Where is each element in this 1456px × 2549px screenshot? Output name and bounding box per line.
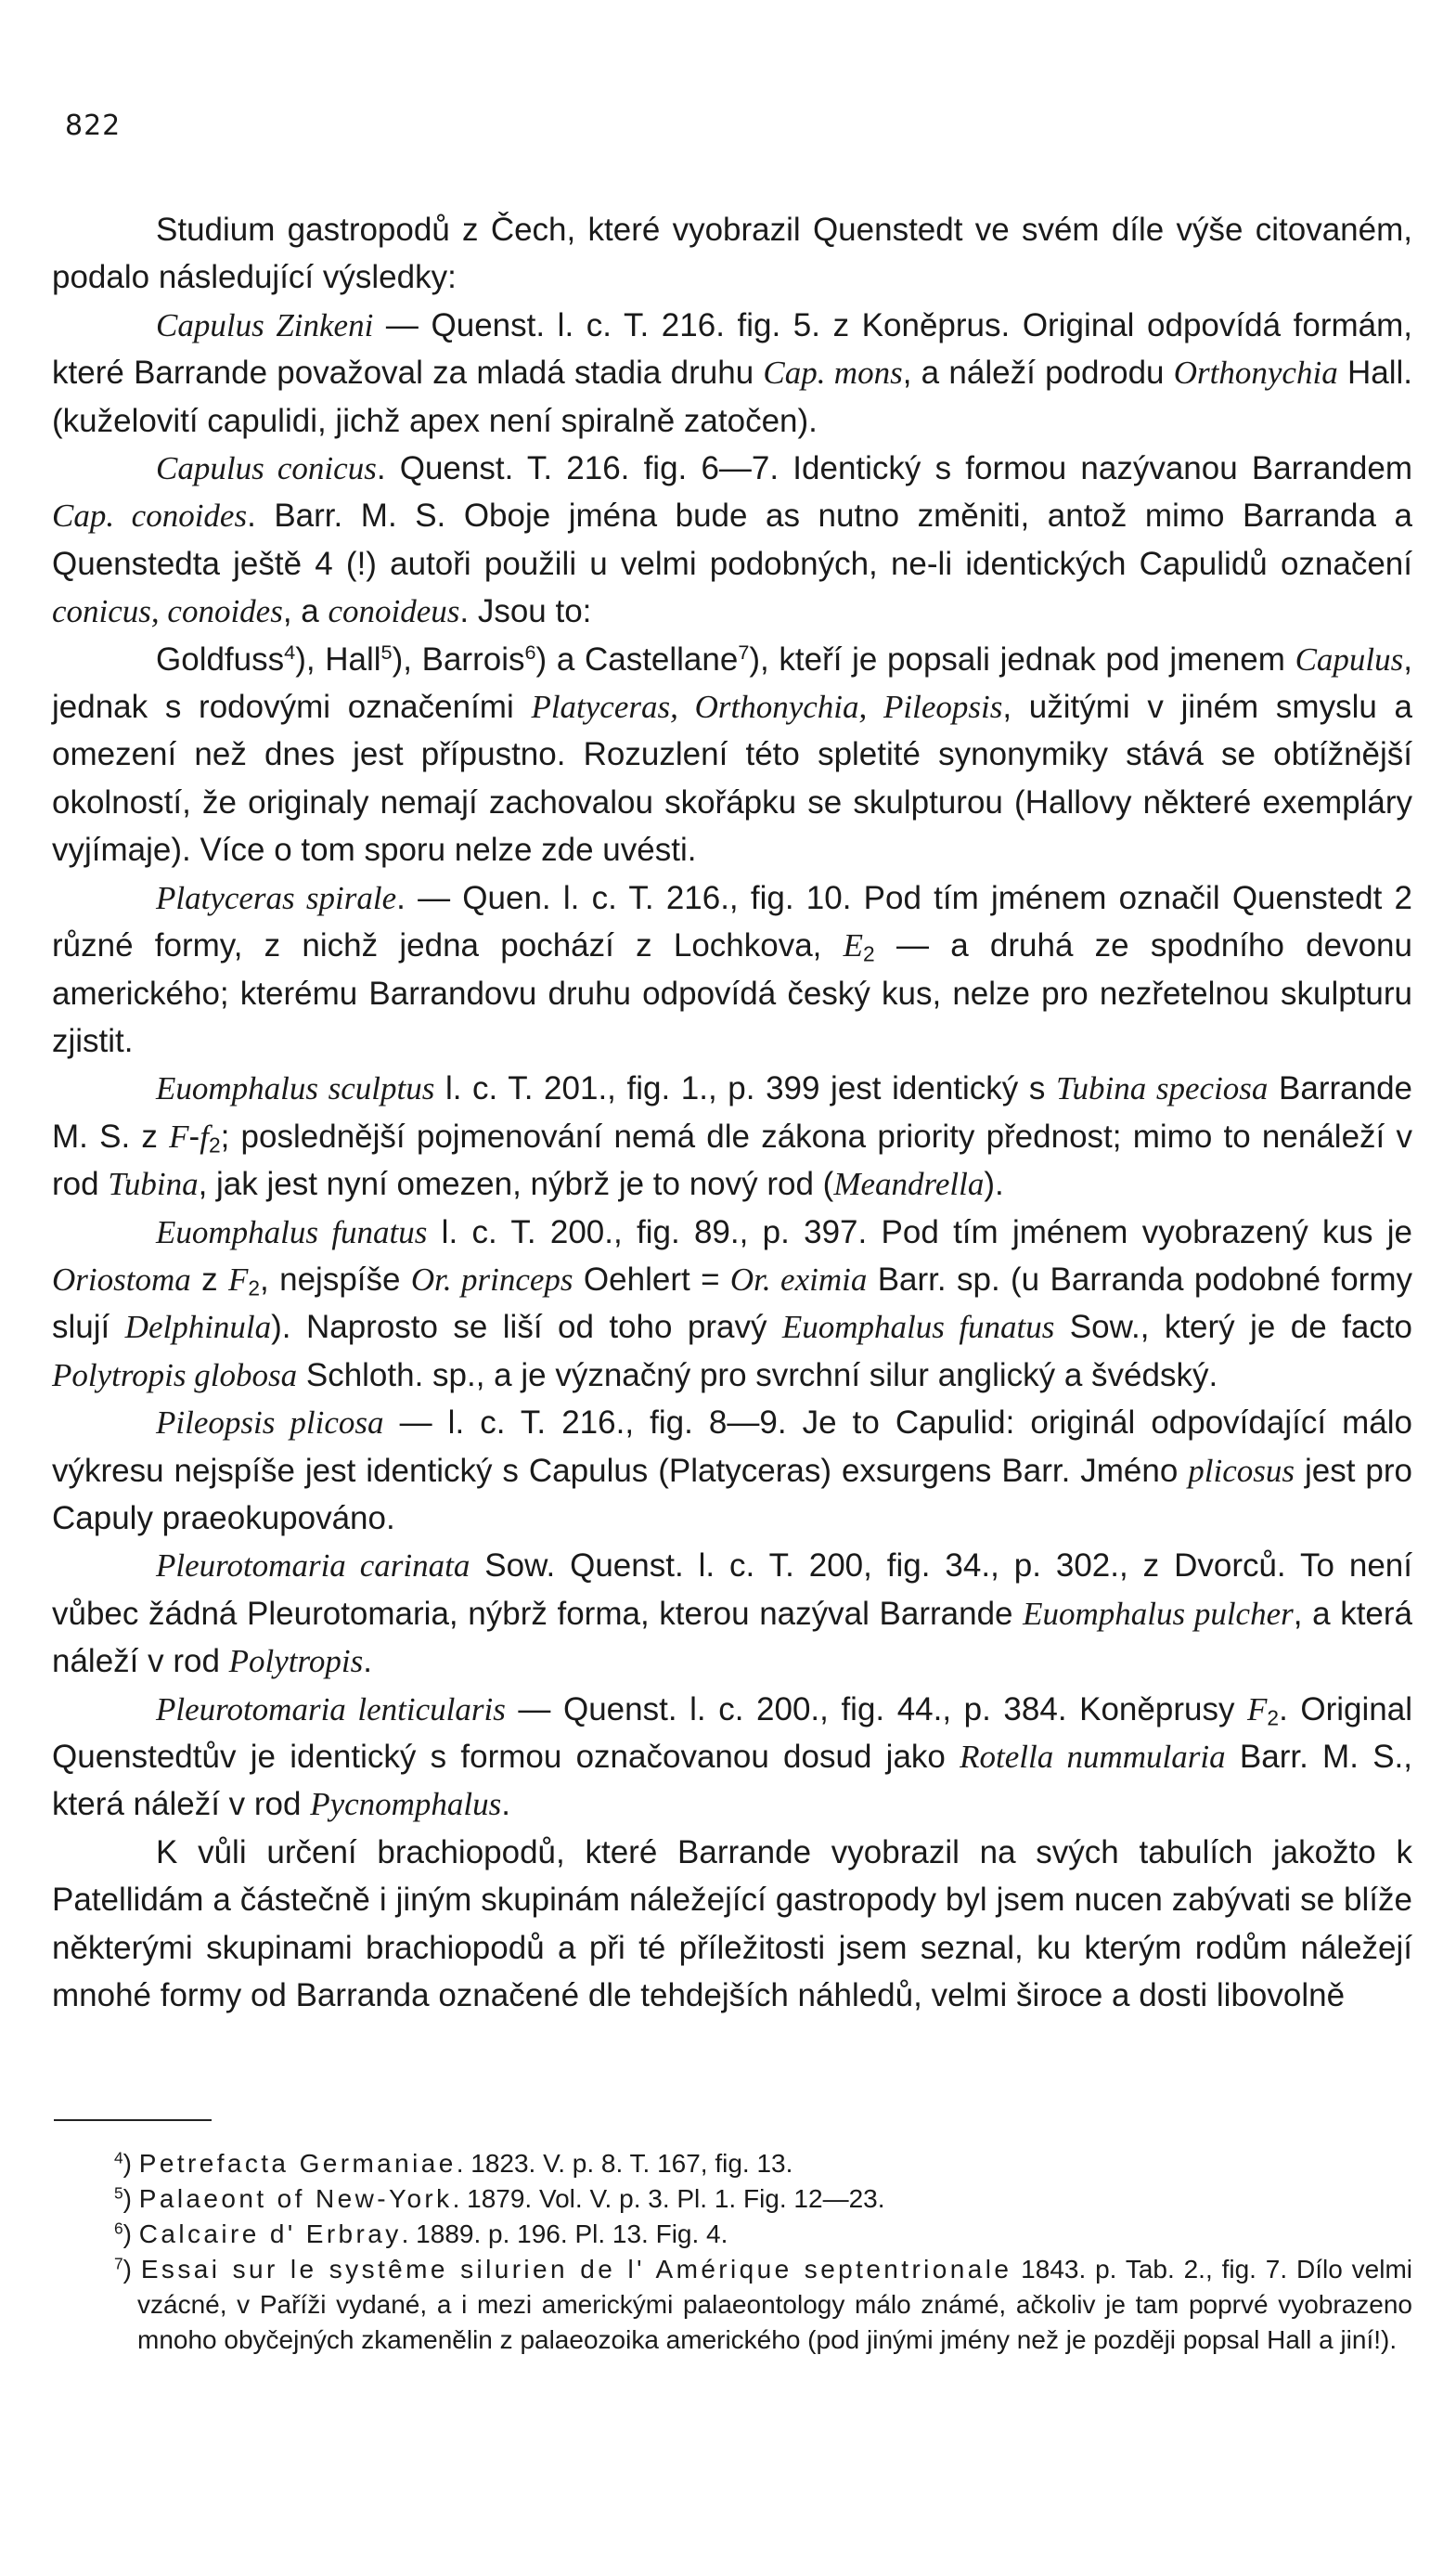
page-number: 822 (65, 110, 122, 142)
paragraph-euomphalus-sculptus: Euomphalus sculptus l. c. T. 201., fig. 1., p. 399 jest identický s Tubina speciosa Barrande M. S. z $F-f_2$; poslednější pojmenování nemá dle zákona priority přednost; mimo to nenáleží v rod Tubina, jak jest nyní omezen, nýbrž je to nový rod (Meandrella). (52, 1070, 1412, 1203)
paragraph-capulus-conicus: Capulus conicus. Quenst. T. 216. fig. 6—7. Identický s formou nazývanou Barrandem Cap. conoides. Barr. M. S. Oboje jména bude as nutno změniti, antož mimo Barranda a Quenstedta ještě 4 (!) autoři použili u velmi podobných, ne-li identických Capulidů označení conicus, conoides, a conoideus. Jsou to: (52, 450, 1413, 630)
paragraph-pleurotomaria-lenticularis: Pleurotomaria lenticularis — Quenst. l. c. 200., fig. 44., p. 384. Koněprusy $F_2$. Original Quenstedtův je identický s formou označovanou dosud jako Rotella nummularia Barr. M. S., která náleží v rod Pycnomphalus. (52, 1690, 1412, 1823)
paragraph-pleurotomaria-carinata: Pleurotomaria carinata Sow. Quenst. l. c. T. 200, fig. 34., p. 302., z Dvorců. To není vůbec žádná Pleurotomaria, nýbrž forma, kterou nazýval Barrande Euomphalus pulcher, a která náleží v rod Polytropis. (52, 1547, 1413, 1680)
footnote-6: $^6$) Calcaire d' Erbray. 1889. p. 196. Pl. 13. Fig. 4. (114, 2219, 728, 2248)
footnotes (52, 2146, 1412, 2358)
footnote-4: $^4$) Petrefacta Germaniae. 1823. V. p. 8. T. 167, fig. 13. (114, 2148, 793, 2178)
body-text (52, 206, 1412, 2019)
paragraph-euomphalus-funatus: Euomphalus funatus l. c. T. 200., fig. 89., p. 397. Pod tím jménem vyobrazený kus je Oriostoma z $F_2$, nejspíše Or. princeps Oehlert = Or. eximia Barr. sp. (u Barranda podobné formy slují Delphinula). Naprosto se liší od toho pravý Euomphalus funatus Sow., který je de facto Polytropis globosa Schloth. sp., a je význačný pro svrchní silur anglický a švédský. (52, 1213, 1412, 1393)
paragraph-pileopsis-plicosa: Pileopsis plicosa — l. c. T. 216., fig. 8—9. Je to Capulid: originál odpovídající málo výkresu nejspíše jest identický s Capulus (Platyceras) exsurgens Barr. Jméno plicosus jest pro Capuly praeokupováno. (52, 1404, 1412, 1536)
paragraph-intro: Studium gastropodů z Čech, které vyobrazil Quenstedt ve svém díle výše citovaném, podalo následující výsledky: (52, 212, 1412, 296)
footnote-7: $^7$) Essai sur le systême silurien de l' Amérique septentrionale 1843. p. Tab. 2., fig. 7. Dílo velmi vzácné, v Paříži vydané, a i mezi americkými palaeontology málo známé, ačkoliv je tam poprvé vyobrazeno mnoho obyčejných zkamenělin z palaeozoika amerického (pod jinými jmény než je později popsal Hall a jiní!). (114, 2254, 1412, 2354)
footnote-divider (54, 2119, 212, 2121)
paragraph-authors: Goldfuss$^4$), Hall$^5$), Barrois$^6$) a Castellane$^7$), kteří je popsali jednak pod jmenem Capulus, jednak s rodovými označeními Platyceras, Orthonychia, Pileopsis, užitými v jiném smyslu a omezení než dnes jest přípustno. Rozuzlení této spletité synonymiky stává se obtížnější okolností, že originaly nemají zachovalou skořápku se skulpturou (Hallovy některé exempláry vyjímaje). Více o tom sporu nelze zde uvésti. (52, 640, 1412, 869)
footnote-5: $^5$) Palaeont of New-York. 1879. Vol. V. p. 3. Pl. 1. Fig. 12—23. (114, 2183, 885, 2213)
paragraph-platyceras-spirale: Platyceras spirale. — Quen. l. c. T. 216., fig. 10. Pod tím jménem označil Quenstedt 2 různé formy, z nichž jedna pochází z Lochkova, $E_2$ — a druhá ze spodního devonu amerického; kterému Barrandovu druhu odpovídá český kus, nelze pro nezřetelnou skulpturu zjistit. (52, 879, 1412, 1059)
paragraph-brachiopods: K vůli určení brachiopodů, které Barrande vyobrazil na svých tabulích jakožto k Patellidám a částečně i jiným skupinám náležející gastropody byl jsem nucen zabývati se blíže některými skupinami brachiopodů a při té příležitosti jsem seznal, ku kterým rodům náležejí mnohé formy od Barranda označené dle tehdejších náhledů, velmi široce a dosti libovolně (52, 1833, 1412, 2014)
paragraph-capulus-zinkeni: Capulus Zinkeni — Quenst. l. c. T. 216. fig. 5. z Koněprus. Original odpovídá formám, které Barrande považoval za mladá stadia druhu Cap. mons, a náleží podrodu Orthonychia Hall. (kuželovití capulidi, jichž apex není spiralně zatočen). (52, 306, 1412, 439)
